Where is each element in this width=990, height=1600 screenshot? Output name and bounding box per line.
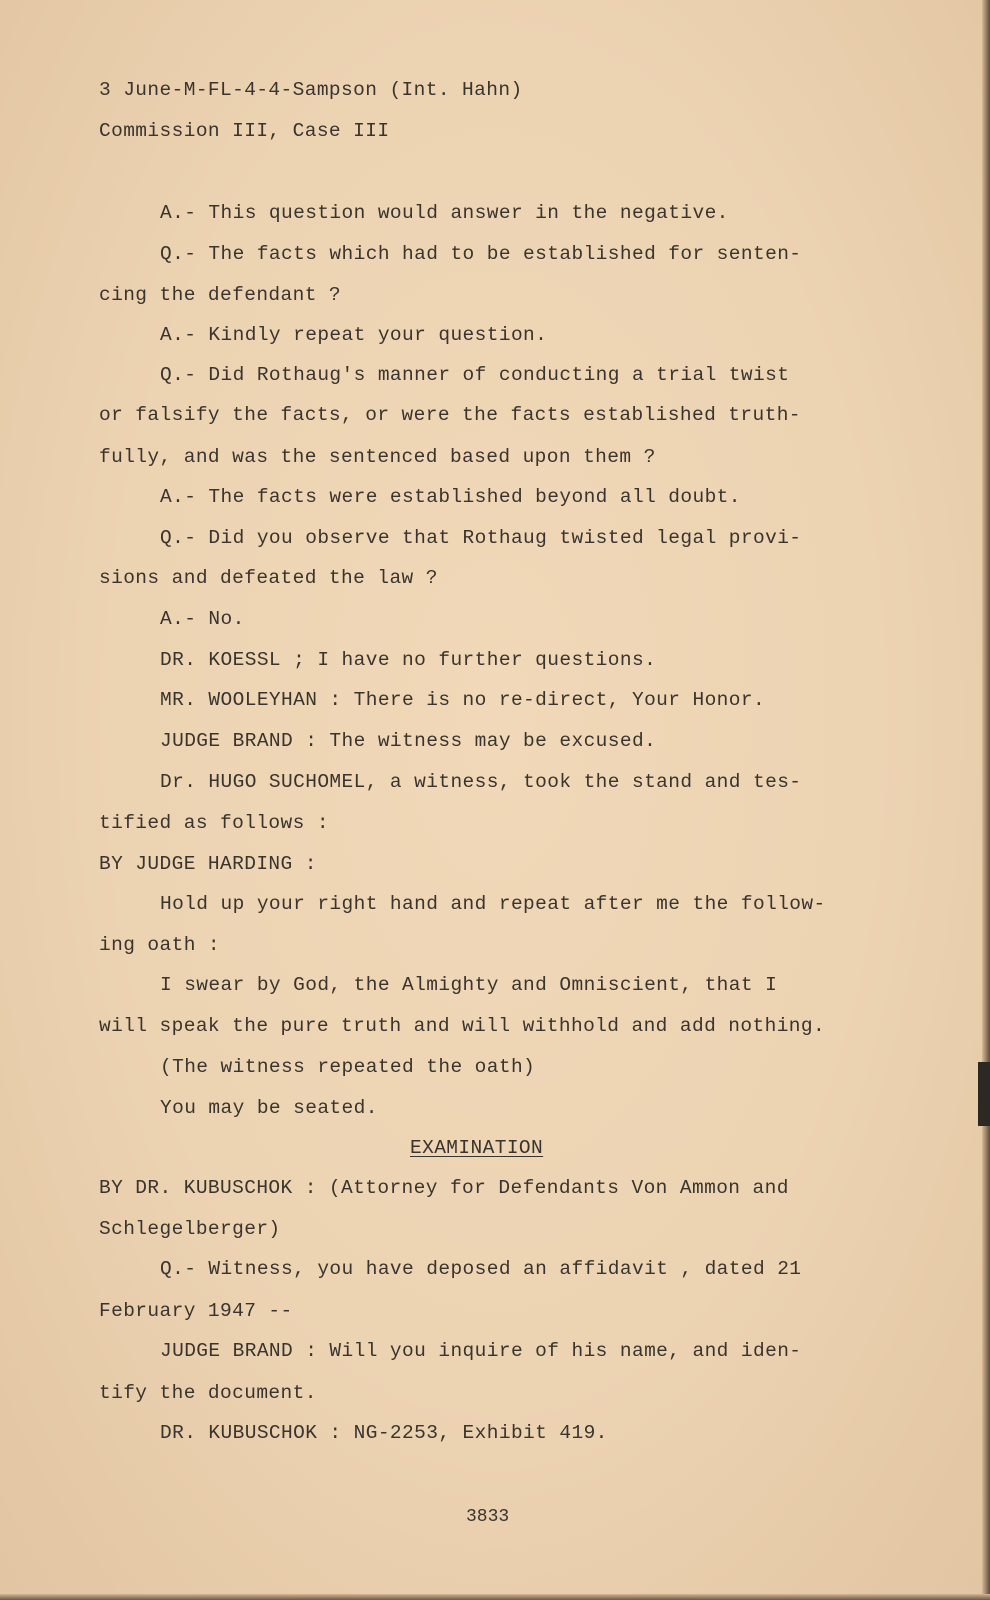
body-line: MR. WOOLEYHAN : There is no re-direct, Your Honor. bbox=[160, 689, 766, 711]
body-line: Dr. HUGO SUCHOMEL, a witness, took the stand and tes- bbox=[160, 771, 802, 793]
body-line: will speak the pure truth and will withhold and add nothing. bbox=[99, 1015, 826, 1037]
body-line: BY JUDGE HARDING : bbox=[99, 853, 317, 875]
body-line: sions and defeated the law ? bbox=[99, 567, 438, 589]
body-line: (The witness repeated the oath) bbox=[160, 1056, 536, 1078]
body-line: February 1947 -- bbox=[99, 1300, 293, 1322]
body-line: A.- This question would answer in the negative. bbox=[160, 202, 729, 224]
body-line: You may be seated. bbox=[160, 1097, 378, 1119]
body-line: A.- No. bbox=[160, 608, 245, 630]
body-line: I swear by God, the Almighty and Omniscient, that I bbox=[160, 974, 778, 996]
body-line: BY DR. KUBUSCHOK : (Attorney for Defendants Von Ammon and bbox=[99, 1177, 789, 1199]
section-heading: EXAMINATION bbox=[410, 1137, 544, 1159]
body-line: Q.- Did you observe that Rothaug twisted legal provi- bbox=[160, 527, 802, 549]
page-bottom-edge bbox=[0, 1594, 990, 1600]
body-line: cing the defendant ? bbox=[99, 284, 342, 306]
body-line: Hold up your right hand and repeat after me the follow- bbox=[160, 893, 826, 915]
body-line: Q.- Witness, you have deposed an affidavit , dated 21 bbox=[160, 1258, 802, 1280]
body-line: tify the document. bbox=[99, 1382, 317, 1404]
body-line: A.- Kindly repeat your question. bbox=[160, 324, 548, 346]
page-edge-shadow bbox=[982, 0, 990, 1600]
body-line: A.- The facts were established beyond all doubt. bbox=[160, 486, 741, 508]
body-line: ing oath : bbox=[99, 934, 221, 956]
body-line: fully, and was the sentenced based upon them ? bbox=[99, 446, 656, 468]
body-line: tified as follows : bbox=[99, 812, 329, 834]
binding-tab bbox=[978, 1062, 990, 1126]
body-line: Schlegelberger) bbox=[99, 1218, 281, 1240]
body-line: DR. KUBUSCHOK : NG-2253, Exhibit 419. bbox=[160, 1422, 608, 1444]
page-number: 3833 bbox=[466, 1507, 510, 1527]
body-line: JUDGE BRAND : Will you inquire of his name, and iden- bbox=[160, 1340, 802, 1362]
body-line: Q.- The facts which had to be established for senten- bbox=[160, 243, 802, 265]
body-line: or falsify the facts, or were the facts established truth- bbox=[99, 404, 801, 426]
body-line: Q.- Did Rothaug's manner of conducting a trial twist bbox=[160, 364, 790, 386]
header-commission: Commission III, Case III bbox=[99, 120, 390, 142]
header-reference: 3 June-M-FL-4-4-Sampson (Int. Hahn) bbox=[99, 79, 523, 101]
body-line: DR. KOESSL ; I have no further questions. bbox=[160, 649, 657, 671]
body-line: JUDGE BRAND : The witness may be excused. bbox=[160, 730, 657, 752]
